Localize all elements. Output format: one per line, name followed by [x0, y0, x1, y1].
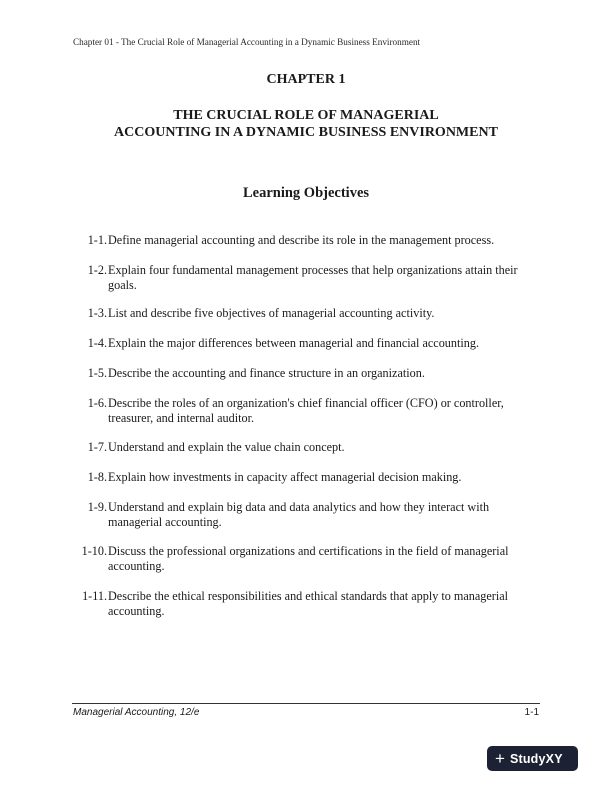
objective-text: Understand and explain big data and data analytics and how they interact with managerial accounting. [108, 500, 490, 529]
objective-number: 1-10. [81, 544, 107, 558]
studyxy-badge[interactable] [487, 746, 578, 771]
chapter-title [0, 107, 612, 141]
objective-number: 1-4. [87, 336, 107, 350]
objective-item [73, 544, 543, 574]
objective-number: 1-2. [87, 263, 107, 277]
objective-item [73, 396, 543, 426]
learning-objectives-heading: Learning Objectives [242, 185, 370, 201]
objective-number: 1-3. [87, 306, 107, 320]
objective-item [73, 336, 543, 351]
brand-prefix: Study [509, 751, 546, 766]
objective-number: 1-7. [87, 440, 107, 454]
objective-item [73, 233, 543, 248]
brand-name [510, 752, 563, 766]
objective-text: Describe the accounting and finance structure in an organization. [108, 366, 425, 380]
objective-number: 1-6. [87, 396, 107, 410]
objective-item [73, 470, 543, 485]
objective-text: Describe the roles of an organization's chief financial officer (CFO) or controller, treasurer, and internal auditor. [108, 396, 504, 425]
objective-text: Define managerial accounting and describe its role in the management process. [108, 233, 495, 247]
objective-text: Discuss the professional organizations and certifications in the field of managerial accounting. [108, 544, 509, 573]
brand-suffix: XY [545, 751, 563, 766]
objective-text: List and describe five objectives of managerial accounting activity. [108, 306, 435, 320]
objective-item [73, 500, 543, 530]
footer-book-title: Managerial Accounting, 12/e [73, 707, 200, 718]
objective-item [73, 589, 543, 619]
plus-icon: + [495, 749, 505, 768]
objective-number: 1-1. [87, 233, 107, 247]
footer-divider [72, 703, 540, 704]
objective-item [73, 366, 543, 381]
objective-item [73, 306, 543, 321]
objective-text: Explain four fundamental management processes that help organizations attain their goals. [108, 263, 518, 292]
objective-number: 1-5. [87, 366, 107, 380]
objective-item [73, 440, 543, 455]
objective-text: Explain how investments in capacity affect managerial decision making. [108, 470, 462, 484]
objective-number: 1-11. [82, 589, 107, 603]
footer-page-number: 1-1 [524, 707, 539, 718]
objective-text: Explain the major differences between managerial and financial accounting. [108, 336, 479, 350]
chapter-title-line-1: THE CRUCIAL ROLE OF MANAGERIAL [173, 108, 439, 123]
objective-item [73, 263, 543, 293]
objective-text: Describe the ethical responsibilities and ethical standards that apply to managerial accounting. [108, 589, 509, 618]
objective-number: 1-8. [87, 470, 107, 484]
objective-text: Understand and explain the value chain concept. [108, 440, 345, 454]
running-head: Chapter 01 - The Crucial Role of Managerial Accounting in a Dynamic Business Environment [73, 37, 421, 47]
chapter-title-line-2: ACCOUNTING IN A DYNAMIC BUSINESS ENVIRONMENT [114, 125, 498, 140]
chapter-number: CHAPTER 1 [266, 72, 346, 87]
objective-number: 1-9. [87, 500, 107, 514]
